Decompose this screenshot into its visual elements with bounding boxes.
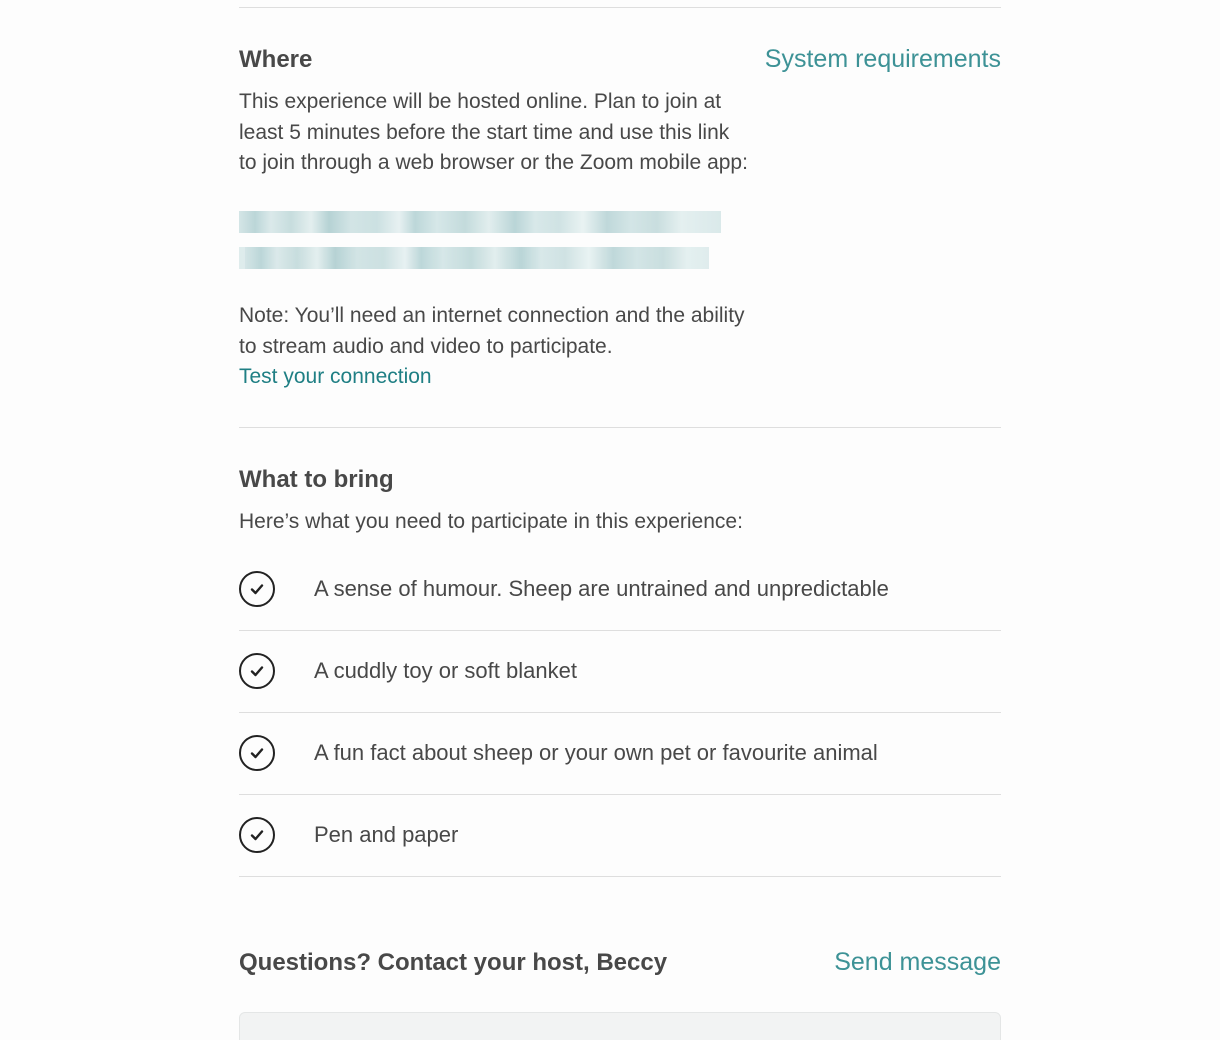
check-circle-icon — [239, 817, 275, 853]
where-heading: Where — [239, 46, 313, 73]
what-to-bring-intro: Here’s what you need to participate in this experience: — [239, 510, 743, 533]
list-item — [239, 549, 1001, 631]
what-to-bring-heading: What to bring — [239, 466, 394, 493]
check-circle-icon — [239, 735, 275, 771]
where-description: This experience will be hosted online. Plan to join at least 5 minutes before the start time and use this link to join through a web browser or the Zoom mobile app: — [239, 90, 748, 175]
send-message-link[interactable]: Send message — [834, 948, 1001, 976]
redacted-link-line — [239, 247, 709, 269]
connection-note-text: Note: You’ll need an internet connection and the ability to stream audio and video to participate. — [239, 304, 745, 358]
section-divider-top — [239, 7, 1001, 8]
host-card — [239, 1012, 1001, 1040]
contact-host-heading: Questions? Contact your host, Beccy — [239, 949, 668, 976]
zoom-join-link-redacted[interactable] — [239, 211, 721, 271]
list-item — [239, 713, 1001, 795]
redacted-link-line — [239, 211, 721, 233]
connection-note — [239, 301, 749, 393]
check-circle-icon — [239, 653, 275, 689]
system-requirements-link[interactable]: System requirements — [764, 45, 1001, 73]
list-item-label: Pen and paper — [314, 822, 459, 847]
test-connection-link[interactable]: Test your connection — [239, 365, 432, 389]
list-item-label: A cuddly toy or soft blanket — [314, 658, 577, 683]
list-item — [239, 631, 1001, 713]
check-circle-icon — [239, 571, 275, 607]
list-item-label: A fun fact about sheep or your own pet or favourite animal — [314, 740, 878, 765]
list-item — [239, 795, 1001, 877]
section-divider — [239, 427, 1001, 428]
list-item-label: A sense of humour. Sheep are untrained and unpredictable — [314, 576, 889, 601]
